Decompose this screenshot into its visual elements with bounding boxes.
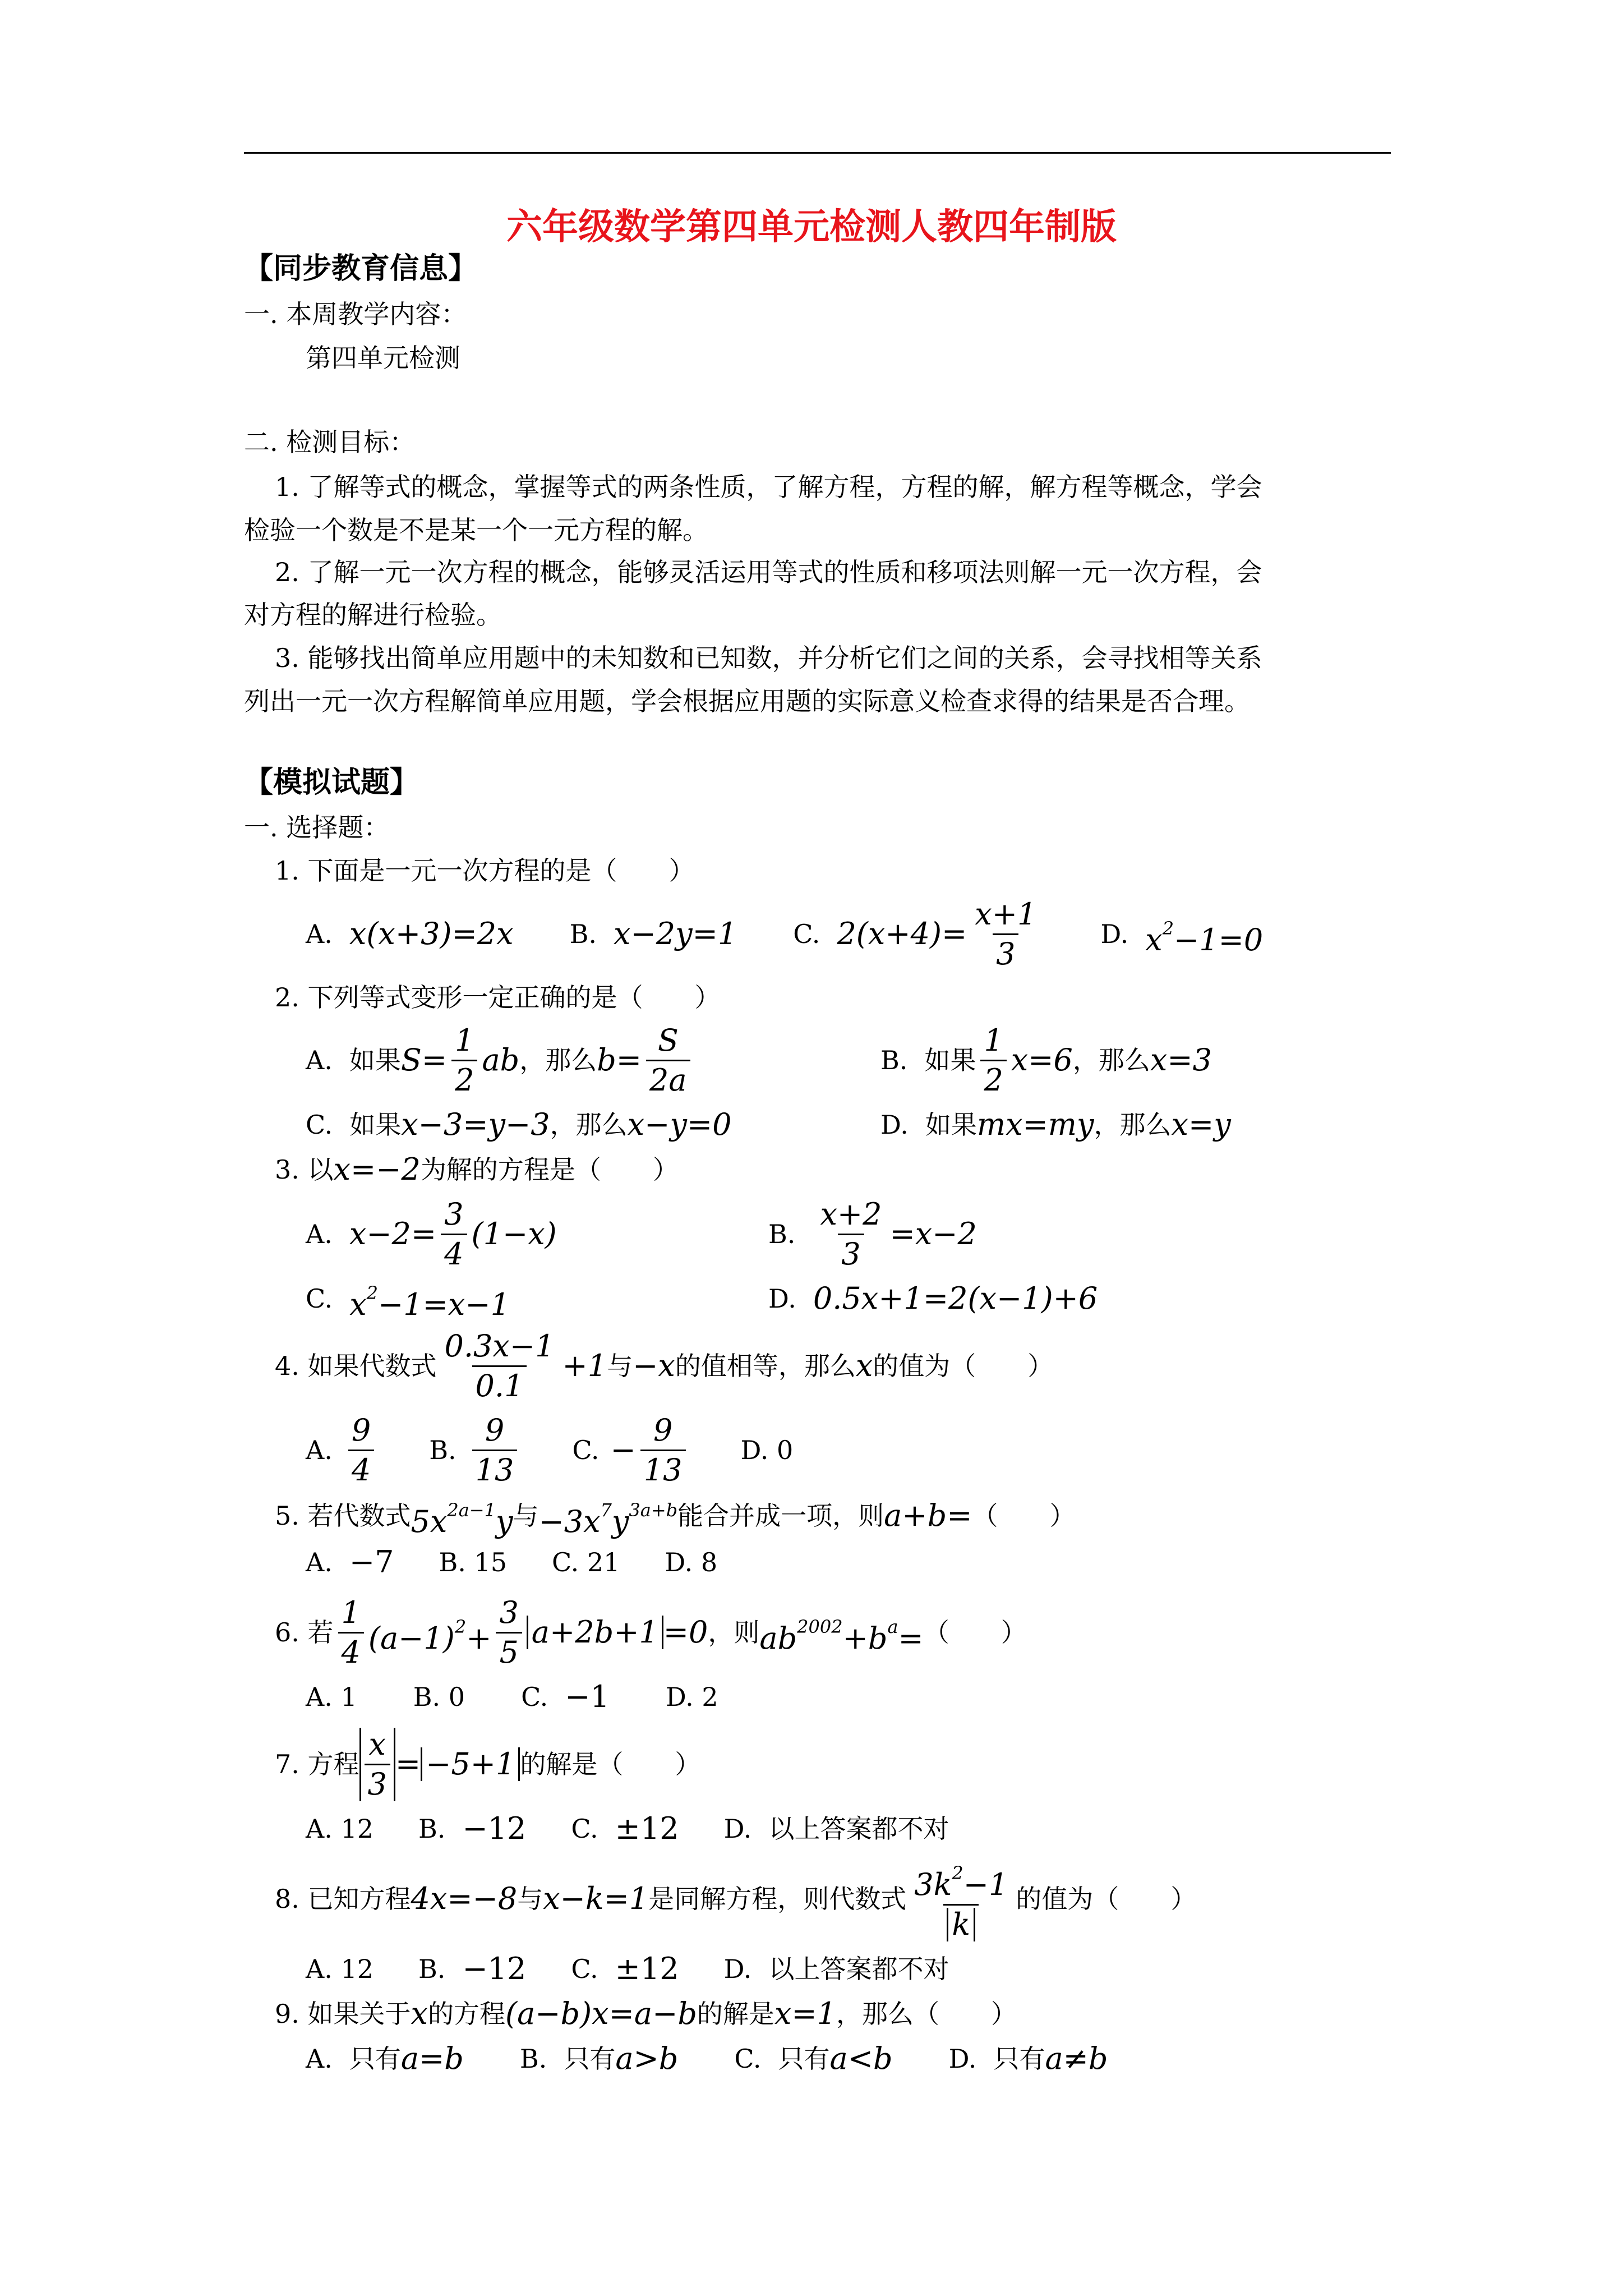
question-2-option-b (880, 1021, 1212, 1099)
q5-math-1: $5x^{2a-1}y$ (411, 1499, 513, 1539)
q4-c-fraction: $\frac{9}{13}$ (640, 1414, 686, 1487)
q3-a-fraction: $\frac{3}{4}$ (441, 1198, 467, 1271)
then-word: ，那么 (519, 1045, 597, 1075)
q7-c-math: ±12 (615, 1811, 679, 1846)
option-b-label: B. (519, 2044, 547, 2074)
option-a-label: A. (306, 1219, 333, 1249)
if-word: 如果 (925, 1110, 977, 1140)
q5-option-c: C. 21 (552, 1547, 620, 1577)
q9-mid2: 的解是 (697, 1999, 774, 2029)
q5-option-d: D. 8 (665, 1547, 718, 1577)
q4-prefix: 4. 如果代数式 (275, 1351, 437, 1381)
q4-mid2: 的值相等，那么 (675, 1351, 856, 1381)
q1-option-b-math: x−2y=1 (614, 916, 737, 951)
option-c-label: C. (306, 1283, 333, 1314)
q8-b-math: −12 (462, 1951, 527, 1986)
q2-a-fraction-2: $\frac{S}{2a}$ (646, 1024, 690, 1097)
q6-math-2: a+2b+1 =0 (527, 1616, 708, 1649)
question-9 (275, 1994, 1017, 2033)
q8-fraction: $\frac{3k^2-1}{k}$ (914, 1862, 1008, 1942)
question-8-options (306, 1949, 949, 1989)
option-d-label: D. (948, 2044, 977, 2074)
if-word: 如果 (349, 1110, 402, 1140)
q5-math-3: a+b= (884, 1498, 972, 1533)
option-c-label: C. (572, 1435, 600, 1465)
q2-a-math-3: b= (597, 1042, 642, 1078)
q2-a-fraction-1: $\frac{1}{2}$ (451, 1024, 477, 1097)
question-1-options (306, 896, 1264, 972)
option-c-label: C. (571, 1954, 598, 1984)
q7-option-a: A. 12 (306, 1814, 374, 1844)
option-a-label: A. (306, 919, 333, 949)
q9-prefix: 9. 如果关于 (275, 1999, 411, 2029)
question-9-options (306, 2039, 1108, 2078)
q2-d-math-2: x=y (1171, 1107, 1231, 1142)
question-7 (275, 1725, 700, 1803)
question-3-option-c (306, 1279, 510, 1322)
q8-option-a: A. 12 (306, 1954, 374, 1984)
section-2-label: 二. 检测目标： (244, 427, 416, 457)
goal-1-line-1: 1. 了解等式的概念，掌握等式的两条性质，了解方程，方程的解，解方程等概念，学会 (275, 472, 1262, 502)
only-word: 只有 (349, 2044, 401, 2074)
question-3-option-b (768, 1195, 977, 1273)
q6-prefix: 6. 若 (275, 1617, 334, 1648)
option-a-label: A. (306, 1045, 333, 1075)
question-2-option-c (306, 1105, 731, 1144)
only-word: 只有 (564, 2044, 616, 2074)
q1-option-c-math: 2(x+4)= (837, 916, 967, 951)
q9-a-math: a=b (400, 2041, 464, 2076)
goal-3-line-1: 3. 能够找出简单应用题中的未知数和已知数，并分析它们之间的关系，会寻找相等关系 (275, 643, 1262, 673)
q5-mid2: 能合并成一项，则 (677, 1501, 884, 1531)
goal-3-line-2: 列出一元一次方程解简单应用题，学会根据应用题的实际意义检查求得的结果是否合理。 (244, 686, 1250, 716)
question-2: 2. 下列等式变形一定正确的是（ ） (275, 982, 721, 1013)
option-b-label: B. (418, 1814, 446, 1844)
q3-suffix: 为解的方程是（ ） (420, 1154, 679, 1185)
q4-option-d: D. 0 (740, 1435, 794, 1465)
q3-b-math: =x−2 (889, 1216, 977, 1251)
option-b-label: B. (768, 1219, 796, 1249)
q3-d-math: 0.5x+1=2(x−1)+6 (813, 1281, 1098, 1316)
q8-math-1: 4x=−8 (411, 1881, 518, 1916)
q2-d-math-1: mx=my (976, 1107, 1094, 1142)
option-b-label: B. (569, 919, 597, 949)
q1-option-c-fraction: $\frac{x+1}{3}$ (975, 896, 1037, 972)
option-a-label: A. (306, 1435, 333, 1465)
option-b-label: B. (429, 1435, 457, 1465)
q6-fraction-2: $\frac{3}{5}$ (496, 1596, 522, 1669)
question-1: 1. 下面是一元一次方程的是（ ） (275, 855, 695, 886)
q6-option-a: A. 1 (306, 1682, 357, 1712)
section-1-label: 一. 本周教学内容： (244, 299, 467, 329)
q8-mid: 与 (517, 1884, 543, 1914)
goal-1-line-2: 检验一个数是不是某一个一元方程的解。 (244, 515, 708, 545)
mock-test-header: 【模拟试题】 (244, 765, 419, 799)
option-d-label: D. (1100, 919, 1129, 949)
q4-math-3: x (855, 1348, 873, 1383)
q7-option-d-text: 以上答案都不对 (768, 1814, 949, 1844)
sync-info-header: 【同步教育信息】 (244, 251, 478, 286)
only-word: 只有 (993, 2044, 1045, 2074)
q6-math-3: $ab^{2002}+b^a=$ (759, 1616, 924, 1656)
q6-math-1: $(a-1)^2+$ (368, 1616, 492, 1656)
option-c-label: C. (521, 1682, 548, 1712)
question-2-option-a (306, 1021, 695, 1099)
question-3-option-d (768, 1279, 1098, 1318)
q9-math-2: (a−b)x=a−b (505, 1996, 697, 2031)
q6-option-d: D. 2 (665, 1682, 718, 1712)
q4-math-1: +1 (562, 1348, 607, 1383)
q5-a-math: −7 (349, 1544, 394, 1580)
question-5 (275, 1493, 1075, 1538)
q7-abs-fraction: $\frac{x}{3}$ (359, 1728, 395, 1801)
if-word: 如果 (349, 1045, 401, 1075)
q9-b-math: a>b (615, 2041, 679, 2076)
q7-prefix: 7. 方程 (275, 1749, 359, 1779)
goal-2-line-2: 对方程的解进行检验。 (244, 600, 502, 630)
question-6-options (306, 1677, 718, 1717)
q8-c-math: ±12 (615, 1951, 679, 1986)
q2-a-math-1: S= (400, 1042, 448, 1078)
q9-d-math: a≠b (1045, 2041, 1108, 2076)
q9-math-3: x=1 (774, 1996, 836, 2031)
option-d-label: D. (723, 1954, 752, 1984)
q1-option-a-math: x(x+3)=2x (349, 916, 514, 951)
q8-prefix: 8. 已知方程 (275, 1884, 411, 1914)
q9-math-1: x (411, 1996, 428, 2031)
q6-fraction-1: $\frac{1}{4}$ (338, 1596, 364, 1669)
q8-mid2: 是同解方程，则代数式 (648, 1884, 907, 1914)
q6-option-b: B. 0 (413, 1682, 465, 1712)
q7-suffix: 的解是（ ） (520, 1749, 701, 1779)
option-c-label: C. (734, 2044, 762, 2074)
question-6 (275, 1593, 1027, 1672)
q9-c-math: a<b (829, 2041, 893, 2076)
q4-c-minus: − (610, 1432, 636, 1467)
q8-option-d-text: 以上答案都不对 (768, 1954, 949, 1984)
q2-a-math-2: ab (482, 1042, 520, 1078)
q8-math-2: x−k=1 (543, 1881, 649, 1916)
question-2-option-d (880, 1105, 1231, 1144)
only-word: 只有 (778, 2044, 830, 2074)
option-a-label: A. (306, 1547, 333, 1577)
section-1-content: 第四单元检测 (306, 343, 460, 373)
document-title: 六年级数学第四单元检测人教四年制版 (506, 206, 1117, 248)
option-c-label: C. (571, 1814, 598, 1844)
q3-a-math-2: (1−x) (471, 1216, 557, 1251)
q4-b-fraction: $\frac{9}{13}$ (472, 1414, 518, 1487)
q3-math: x=−2 (333, 1152, 421, 1187)
q2-c-math-1: x−3=y−3 (401, 1107, 550, 1142)
option-b-label: B. (880, 1045, 908, 1075)
q8-suffix: 的值为（ ） (1016, 1884, 1197, 1914)
q3-a-math-1: x−2= (349, 1216, 437, 1251)
q4-math-2: −x (633, 1348, 675, 1383)
q6-mid: ，则 (708, 1617, 760, 1648)
q5-mid: 与 (513, 1501, 539, 1531)
option-b-label: B. (418, 1954, 446, 1984)
q3-c-math: $x^2-1=x-1$ (349, 1282, 510, 1322)
then-word: ，那么 (1094, 1110, 1172, 1140)
q4-suffix: 的值为（ ） (873, 1351, 1054, 1381)
question-5-options (306, 1543, 717, 1582)
option-a-label: A. (306, 2044, 333, 2074)
question-7-options (306, 1809, 949, 1848)
then-word: ，那么 (550, 1110, 628, 1140)
question-3-option-a (306, 1195, 557, 1273)
option-c-label: C. (306, 1110, 333, 1140)
q4-fraction: $\frac{0.3x-1}{0.1}$ (444, 1328, 555, 1404)
option-d-label: D. (723, 1814, 752, 1844)
option-d-label: D. (880, 1110, 909, 1140)
q9-mid: 的方程 (427, 1999, 505, 2029)
q5-prefix: 5. 若代数式 (275, 1501, 411, 1531)
q9-suffix: ，那么（ ） (836, 1999, 1017, 2029)
q3-b-fraction: $\frac{x+2}{3}$ (820, 1196, 882, 1272)
q2-b-fraction: $\frac{1}{2}$ (980, 1024, 1006, 1097)
then-word: ，那么 (1072, 1045, 1150, 1075)
if-word: 如果 (924, 1045, 976, 1075)
q6-suffix: （ ） (923, 1617, 1027, 1648)
q4-mid: 与 (607, 1351, 633, 1381)
q6-c-math: −1 (565, 1679, 610, 1714)
question-4 (275, 1327, 1053, 1405)
q2-b-math-2: x=3 (1150, 1042, 1212, 1078)
q7-math: = −5+1 (395, 1747, 520, 1781)
q5-option-b: B. 15 (439, 1547, 508, 1577)
q1-option-d-math: $x^2-1=0$ (1145, 917, 1264, 958)
question-8 (275, 1857, 1196, 1941)
question-3 (275, 1150, 679, 1189)
q5-suffix: （ ） (972, 1501, 1076, 1531)
question-4-options (306, 1411, 793, 1489)
q4-a-fraction: $\frac{9}{4}$ (348, 1414, 374, 1487)
q5-math-2: $-3x^7y^{3a+b}$ (538, 1499, 678, 1539)
q2-b-math-1: x=6 (1011, 1042, 1073, 1078)
goal-2-line-1: 2. 了解一元一次方程的概念，能够灵活运用等式的性质和移项法则解一元一次方程，会 (275, 557, 1262, 587)
q7-b-math: −12 (462, 1811, 527, 1846)
q2-c-math-2: x−y=0 (627, 1107, 732, 1142)
choice-section-label: 一. 选择题： (244, 812, 390, 843)
option-c-label: C. (793, 919, 820, 949)
header-rule (244, 152, 1391, 154)
q3-prefix: 3. 以 (275, 1154, 334, 1185)
option-d-label: D. (768, 1283, 796, 1314)
